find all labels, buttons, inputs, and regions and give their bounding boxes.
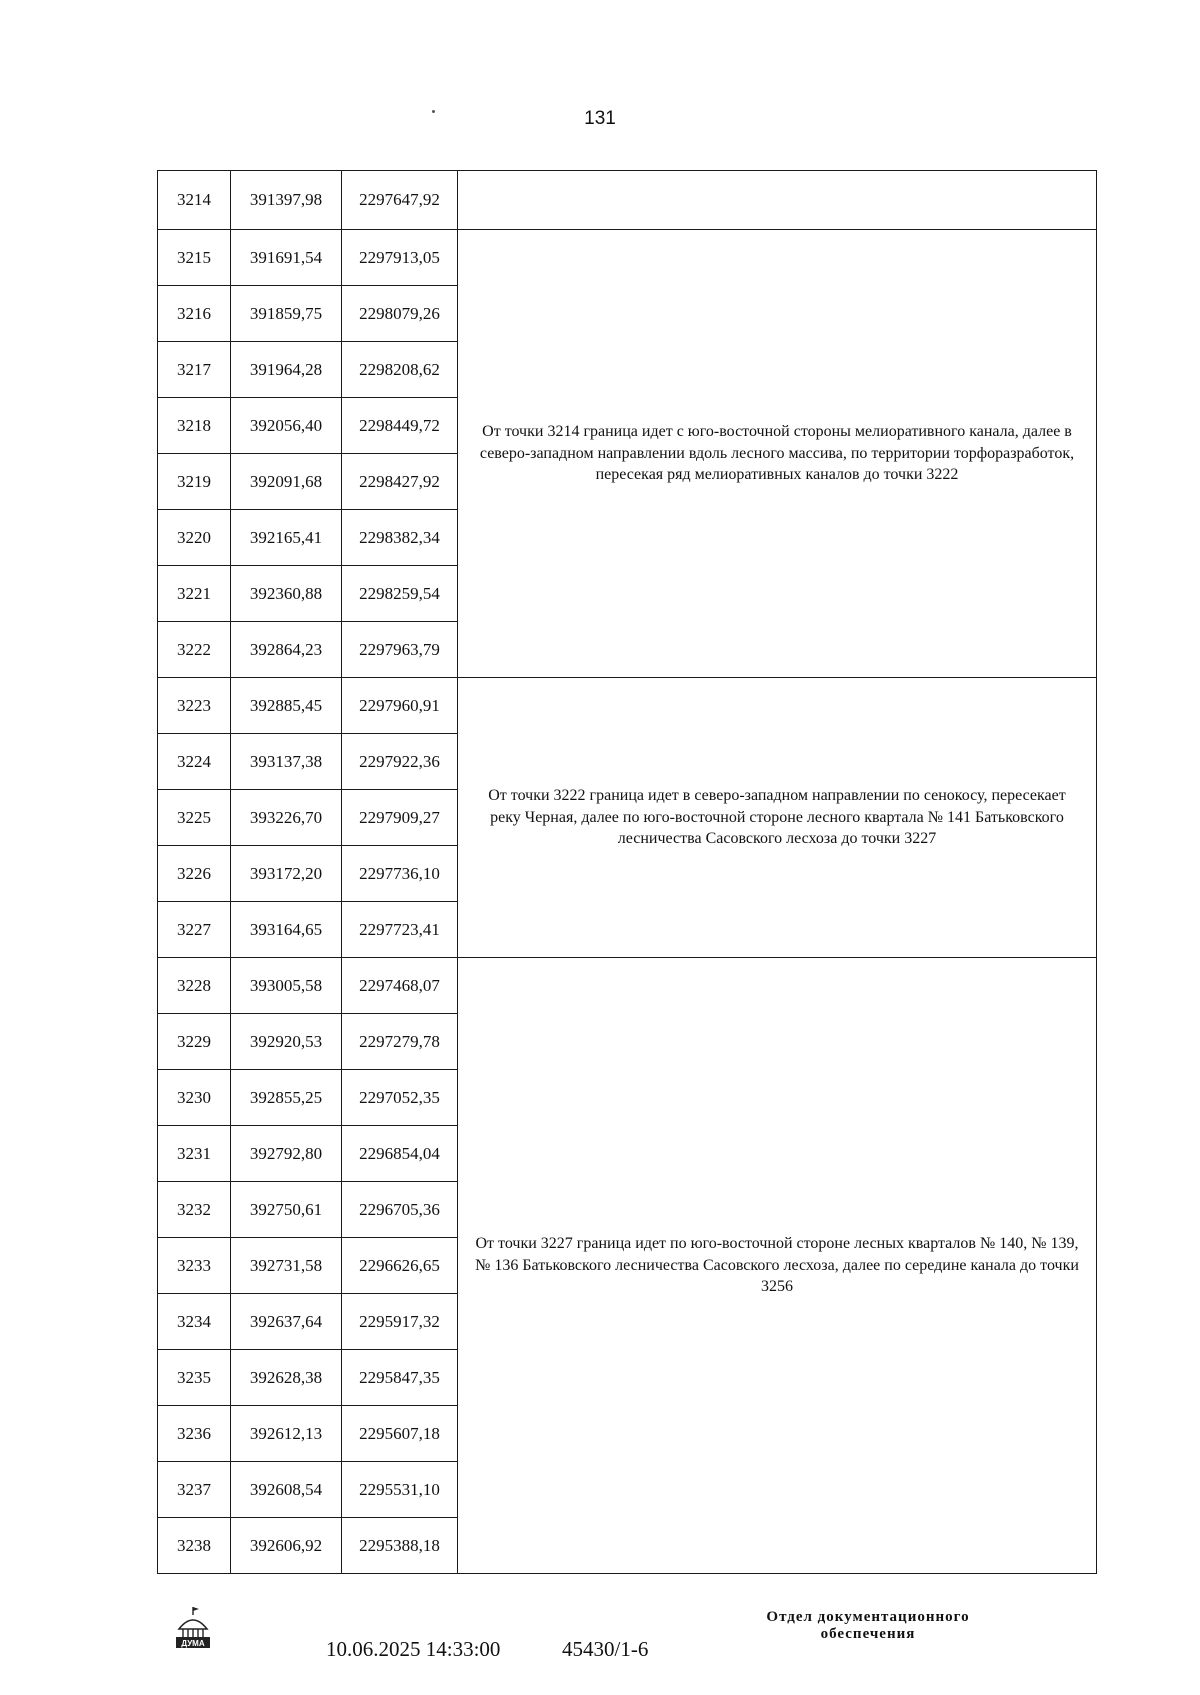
boundary-description-cell: От точки 3214 граница идет с юго-восточной стороны мелиоративного канала, далее в северо-западном направлении вдоль лесного массива, по территории торфоразработок, пересекая ряд мелиоративных каналов до точки 3222 (458, 230, 1097, 678)
scan-speck (432, 110, 435, 113)
x-coordinate-cell: 393172,20 (231, 846, 342, 902)
page-number: 131 (584, 108, 616, 129)
x-coordinate-cell: 393164,65 (231, 902, 342, 958)
y-coordinate-cell: 2296626,65 (342, 1238, 458, 1294)
y-coordinate-cell: 2297960,91 (342, 678, 458, 734)
x-coordinate-cell: 392628,38 (231, 1350, 342, 1406)
point-number-cell: 3216 (158, 286, 231, 342)
svg-text:ДУМА: ДУМА (181, 1639, 205, 1648)
y-coordinate-cell: 2297647,92 (342, 171, 458, 230)
y-coordinate-cell: 2298382,34 (342, 510, 458, 566)
x-coordinate-cell: 393226,70 (231, 790, 342, 846)
y-coordinate-cell: 2298259,54 (342, 566, 458, 622)
duma-logo-icon (172, 1605, 214, 1653)
y-coordinate-cell: 2297909,27 (342, 790, 458, 846)
point-number-cell: 3237 (158, 1462, 231, 1518)
registration-number: 45430/1-6 (562, 1637, 649, 1661)
point-number-cell: 3231 (158, 1126, 231, 1182)
point-number-cell: 3228 (158, 958, 231, 1014)
x-coordinate-cell: 392612,13 (231, 1406, 342, 1462)
point-number-cell: 3232 (158, 1182, 231, 1238)
point-number-cell: 3234 (158, 1294, 231, 1350)
x-coordinate-cell: 392360,88 (231, 566, 342, 622)
y-coordinate-cell: 2298208,62 (342, 342, 458, 398)
point-number-cell: 3236 (158, 1406, 231, 1462)
y-coordinate-cell: 2297922,36 (342, 734, 458, 790)
x-coordinate-cell: 393137,38 (231, 734, 342, 790)
point-number-cell: 3230 (158, 1070, 231, 1126)
table-row (158, 958, 1097, 1014)
department-line-2: обеспечения (820, 1626, 916, 1643)
department-stamp (718, 1609, 1018, 1644)
x-coordinate-cell: 393005,58 (231, 958, 342, 1014)
y-coordinate-cell: 2297052,35 (342, 1070, 458, 1126)
x-coordinate-cell: 392637,64 (231, 1294, 342, 1350)
x-coordinate-cell: 391397,98 (231, 171, 342, 230)
y-coordinate-cell: 2297736,10 (342, 846, 458, 902)
x-coordinate-cell: 392606,92 (231, 1518, 342, 1574)
point-number-cell: 3225 (158, 790, 231, 846)
y-coordinate-cell: 2295531,10 (342, 1462, 458, 1518)
point-number-cell: 3226 (158, 846, 231, 902)
y-coordinate-cell: 2297279,78 (342, 1014, 458, 1070)
point-number-cell: 3220 (158, 510, 231, 566)
x-coordinate-cell: 392920,53 (231, 1014, 342, 1070)
y-coordinate-cell: 2297468,07 (342, 958, 458, 1014)
y-coordinate-cell: 2295847,35 (342, 1350, 458, 1406)
point-number-cell: 3235 (158, 1350, 231, 1406)
point-number-cell: 3223 (158, 678, 231, 734)
x-coordinate-cell: 392885,45 (231, 678, 342, 734)
y-coordinate-cell: 2297913,05 (342, 230, 458, 286)
x-coordinate-cell: 391964,28 (231, 342, 342, 398)
empty-description-cell (458, 171, 1097, 230)
boundary-description-cell: От точки 3222 граница идет в северо-западном направлении по сенокосу, пересекает реку Черная, далее по юго-восточной стороне лесного квартала № 141 Батьковского лесничества Сасовского лесхоза до точки 3227 (458, 678, 1097, 958)
point-number-cell: 3219 (158, 454, 231, 510)
y-coordinate-cell: 2295388,18 (342, 1518, 458, 1574)
x-coordinate-cell: 392750,61 (231, 1182, 342, 1238)
y-coordinate-cell: 2296854,04 (342, 1126, 458, 1182)
table-row (158, 230, 1097, 286)
y-coordinate-cell: 2297723,41 (342, 902, 458, 958)
point-number-cell: 3217 (158, 342, 231, 398)
x-coordinate-cell: 392792,80 (231, 1126, 342, 1182)
point-number-cell: 3215 (158, 230, 231, 286)
x-coordinate-cell: 392731,58 (231, 1238, 342, 1294)
x-coordinate-cell: 391691,54 (231, 230, 342, 286)
y-coordinate-cell: 2295607,18 (342, 1406, 458, 1462)
x-coordinate-cell: 392864,23 (231, 622, 342, 678)
x-coordinate-cell: 392165,41 (231, 510, 342, 566)
y-coordinate-cell: 2297963,79 (342, 622, 458, 678)
registration-date: 10.06.2025 14:33:00 (326, 1637, 501, 1661)
y-coordinate-cell: 2296705,36 (342, 1182, 458, 1238)
boundary-coordinates-table (157, 170, 1097, 1574)
point-number-cell: 3229 (158, 1014, 231, 1070)
department-line-1: Отдел документационного (766, 1609, 970, 1625)
y-coordinate-cell: 2298427,92 (342, 454, 458, 510)
y-coordinate-cell: 2298449,72 (342, 398, 458, 454)
table-row (158, 171, 1097, 230)
x-coordinate-cell: 391859,75 (231, 286, 342, 342)
point-number-cell: 3233 (158, 1238, 231, 1294)
point-number-cell: 3214 (158, 171, 231, 230)
y-coordinate-cell: 2295917,32 (342, 1294, 458, 1350)
point-number-cell: 3224 (158, 734, 231, 790)
point-number-cell: 3238 (158, 1518, 231, 1574)
y-coordinate-cell: 2298079,26 (342, 286, 458, 342)
x-coordinate-cell: 392091,68 (231, 454, 342, 510)
point-number-cell: 3218 (158, 398, 231, 454)
point-number-cell: 3222 (158, 622, 231, 678)
table-row (158, 678, 1097, 734)
boundary-description-cell: От точки 3227 граница идет по юго-восточной стороне лесных кварталов № 140, № 139, № 136 Батьковского лесничества Сасовского лесхоза, далее по середине канала до точки 3256 (458, 958, 1097, 1574)
footer (0, 1605, 1200, 1675)
point-number-cell: 3221 (158, 566, 231, 622)
x-coordinate-cell: 392855,25 (231, 1070, 342, 1126)
x-coordinate-cell: 392056,40 (231, 398, 342, 454)
point-number-cell: 3227 (158, 902, 231, 958)
x-coordinate-cell: 392608,54 (231, 1462, 342, 1518)
